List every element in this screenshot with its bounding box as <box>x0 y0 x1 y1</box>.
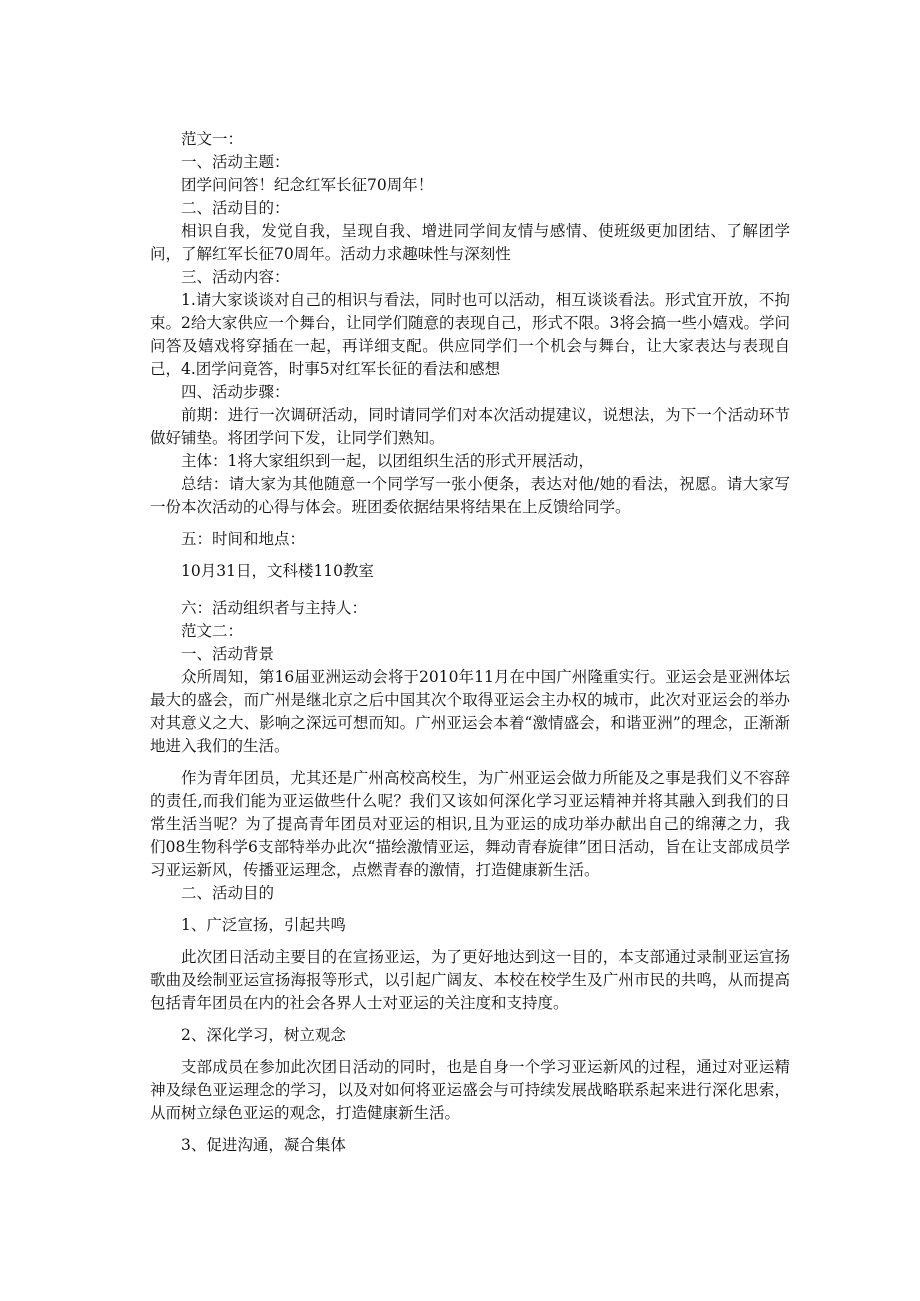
section-heading-content: 三、活动内容： <box>181 268 290 286</box>
section-heading-time-place: 五：时间和地点： <box>181 530 306 548</box>
background-paragraph-2: 作为青年团员，尤其还是广州高校高校生，为广州亚运会做力所能及之事是我们义不容辞的责任,而我们能为亚运做些什么呢？我们又该如何深化学习亚运精神并将其融入到我们的日常生活当呢？为了提高青年团员对亚运的相识,且为亚运的成功举办献出自己的绵薄之力，我们08生物科学6支部特举办此次“描绘激情亚运，舞动青春旋律”团日活动，旨在让支部成员学习亚运新风，传播亚运理念，点燃青春的激情，打造健康新生活。 <box>150 769 790 879</box>
subheading-communication: 3、促进沟通，凝合集体 <box>181 1136 346 1154</box>
section-heading-steps: 四、活动步骤： <box>181 383 290 401</box>
subheading-promote: 1、广泛宣扬，引起共鸣 <box>181 916 346 934</box>
document-body <box>150 128 790 1157</box>
steps-main-paragraph: 主体：1将大家组织到一起，以团组织生活的形式开展活动， <box>181 452 594 470</box>
activity-theme-text: 团学问问答！纪念红军长征70周年！ <box>181 176 434 194</box>
section-heading-organizer: 六：活动组织者与主持人： <box>181 599 368 617</box>
section-heading-purpose-two: 二、活动目的 <box>181 884 275 902</box>
sample-one-heading: 范文一： <box>181 130 244 148</box>
study-paragraph: 支部成员在参加此次团日活动的同时，也是自身一个学习亚运新风的过程，通过对亚运精神及绿色亚运理念的学习，以及对如何将亚运盛会与可持续发展战略联系起来进行深化思索，从而树立绿色亚运的观念，打造健康新生活。 <box>150 1058 790 1122</box>
purpose-paragraph: 相识自我，发觉自我，呈现自我、增进同学间友情与感情、使班级更加团结、了解团学问，了解红军长征70周年。活动力求趣味性与深刻性 <box>150 222 790 263</box>
time-place-text: 10月31日，文科楼110教室 <box>181 562 375 580</box>
steps-early-paragraph: 前期：进行一次调研活动，同时请同学们对本次活动提建议，说想法，为下一个活动环节做好铺垫。将团学问下发，让同学们熟知。 <box>150 406 790 447</box>
content-paragraph: 1.请大家谈谈对自己的相识与看法，同时也可以活动，相互谈谈看法。形式宜开放，不拘束。2给大家供应一个舞台，让同学们随意的表现自己，形式不限。3将会搞一些小嬉戏。学问问答及嬉戏将穿插在一起，再详细支配。供应同学们一个机会与舞台，让大家表达与表现自己，4.团学问竟答，时事5对红军长征的看法和感想 <box>150 291 790 378</box>
steps-summary-paragraph: 总结：请大家为其他随意一个同学写一张小便条，表达对他/她的看法，祝愿。请大家写一份本次活动的心得与体会。班团委依据结果将结果在上反馈给同学。 <box>150 475 790 516</box>
section-heading-purpose: 二、活动目的： <box>181 199 290 217</box>
section-heading-background: 一、活动背景 <box>181 645 275 663</box>
background-paragraph-1: 众所周知，第16届亚洲运动会将于2010年11月在中国广州隆重实行。亚运会是亚洲体坛最大的盛会，而广州是继北京之后中国其次个取得亚运会主办权的城市，此次对亚运会的举办对其意义之大、影响之深远可想而知。广州亚运会本着“激情盛会，和谐亚洲”的理念，正渐渐地进入我们的生活。 <box>150 668 790 755</box>
sample-two-heading: 范文二： <box>181 622 244 640</box>
promote-paragraph: 此次团日活动主要目的在宣扬亚运，为了更好地达到这一目的，本支部通过录制亚运宣扬歌曲及绘制亚运宣扬海报等形式，以引起广阔友、本校在校学生及广州市民的共鸣，从而提高包括青年团员在内的社会各界人士对亚运的关注度和支持度。 <box>150 948 790 1012</box>
section-heading-theme: 一、活动主题： <box>181 153 290 171</box>
subheading-study: 2、深化学习，树立观念 <box>181 1026 346 1044</box>
